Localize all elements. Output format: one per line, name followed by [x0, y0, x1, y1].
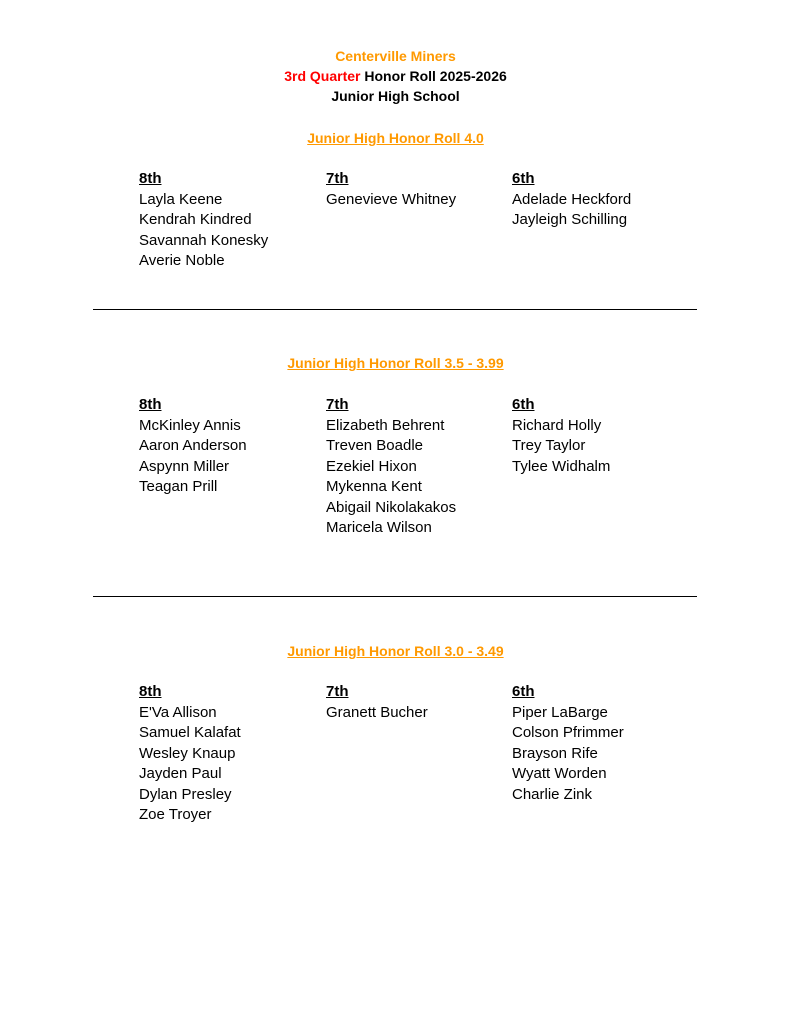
quarter-label: 3rd Quarter — [284, 68, 361, 84]
student-name: Aaron Anderson — [139, 437, 247, 454]
student-name: Tylee Widhalm — [512, 457, 611, 475]
honor-roll-year: Honor Roll 2025-2026 — [360, 68, 507, 84]
student-name: Brayson Rife — [512, 744, 598, 762]
student-name: Ezekiel Hixon — [326, 457, 417, 475]
section-title-3-0: Junior High Honor Roll 3.0 - 3.49 — [287, 643, 504, 659]
student-name: Jayden Paul — [139, 765, 222, 782]
student-name: Dylan Presley — [139, 785, 232, 803]
document-header — [0, 46, 791, 106]
section-title-3-5: Junior High Honor Roll 3.5 - 3.99 — [287, 355, 504, 371]
column-6th — [512, 169, 692, 231]
column-6th — [512, 395, 692, 477]
student-name: Aspynn Miller — [139, 457, 230, 475]
student-name: Piper LaBarge — [512, 703, 608, 721]
grade-heading: 8th — [139, 683, 162, 700]
student-name: Trey Taylor — [512, 437, 586, 454]
column-6th — [512, 682, 692, 805]
student-name: Mykenna Kent — [326, 478, 422, 495]
student-name: Averie Noble — [139, 252, 225, 269]
student-name: Savannah Konesky — [139, 231, 269, 249]
student-name: McKinley Annis — [139, 416, 241, 434]
student-name: Granett Bucher — [326, 703, 428, 721]
student-name: Abigail Nikolakakos — [326, 498, 457, 516]
section-title-4-0: Junior High Honor Roll 4.0 — [307, 130, 484, 146]
section-divider — [93, 596, 697, 597]
column-7th — [326, 682, 506, 723]
student-name: Kendrah Kindred — [139, 211, 252, 228]
student-name: Wyatt Worden — [512, 765, 607, 782]
student-name: Colson Pfrimmer — [512, 724, 624, 741]
student-name: Elizabeth Behrent — [326, 416, 445, 434]
student-name: Samuel Kalafat — [139, 724, 241, 741]
student-name: Jayleigh Schilling — [512, 211, 628, 228]
grade-heading: 8th — [139, 170, 162, 187]
student-name: Richard Holly — [512, 416, 602, 434]
student-name: Teagan Prill — [139, 478, 218, 495]
column-8th — [139, 169, 319, 272]
grade-heading: 7th — [326, 683, 349, 700]
student-name: Genevieve Whitney — [326, 190, 457, 208]
grade-heading: 7th — [326, 396, 349, 413]
student-name: Treven Boadle — [326, 437, 424, 454]
column-7th — [326, 395, 506, 539]
student-name: Zoe Troyer — [139, 806, 212, 823]
student-name: Layla Keene — [139, 190, 223, 208]
grade-heading: 8th — [139, 396, 162, 413]
student-name: E'Va Allison — [139, 703, 217, 721]
column-7th — [326, 169, 506, 210]
section-divider — [93, 309, 697, 310]
school-name: Centerville Miners — [335, 48, 456, 64]
student-name: Wesley Knaup — [139, 744, 236, 762]
column-8th — [139, 395, 319, 498]
grade-heading: 7th — [326, 170, 349, 187]
division-name: Junior High School — [331, 88, 460, 104]
grade-heading: 6th — [512, 170, 535, 187]
student-name: Adelade Heckford — [512, 190, 632, 208]
honor-roll-heading — [0, 66, 791, 86]
grade-heading: 6th — [512, 396, 535, 413]
student-name: Charlie Zink — [512, 785, 593, 803]
column-8th — [139, 682, 319, 826]
student-name: Maricela Wilson — [326, 519, 432, 536]
grade-heading: 6th — [512, 683, 535, 700]
